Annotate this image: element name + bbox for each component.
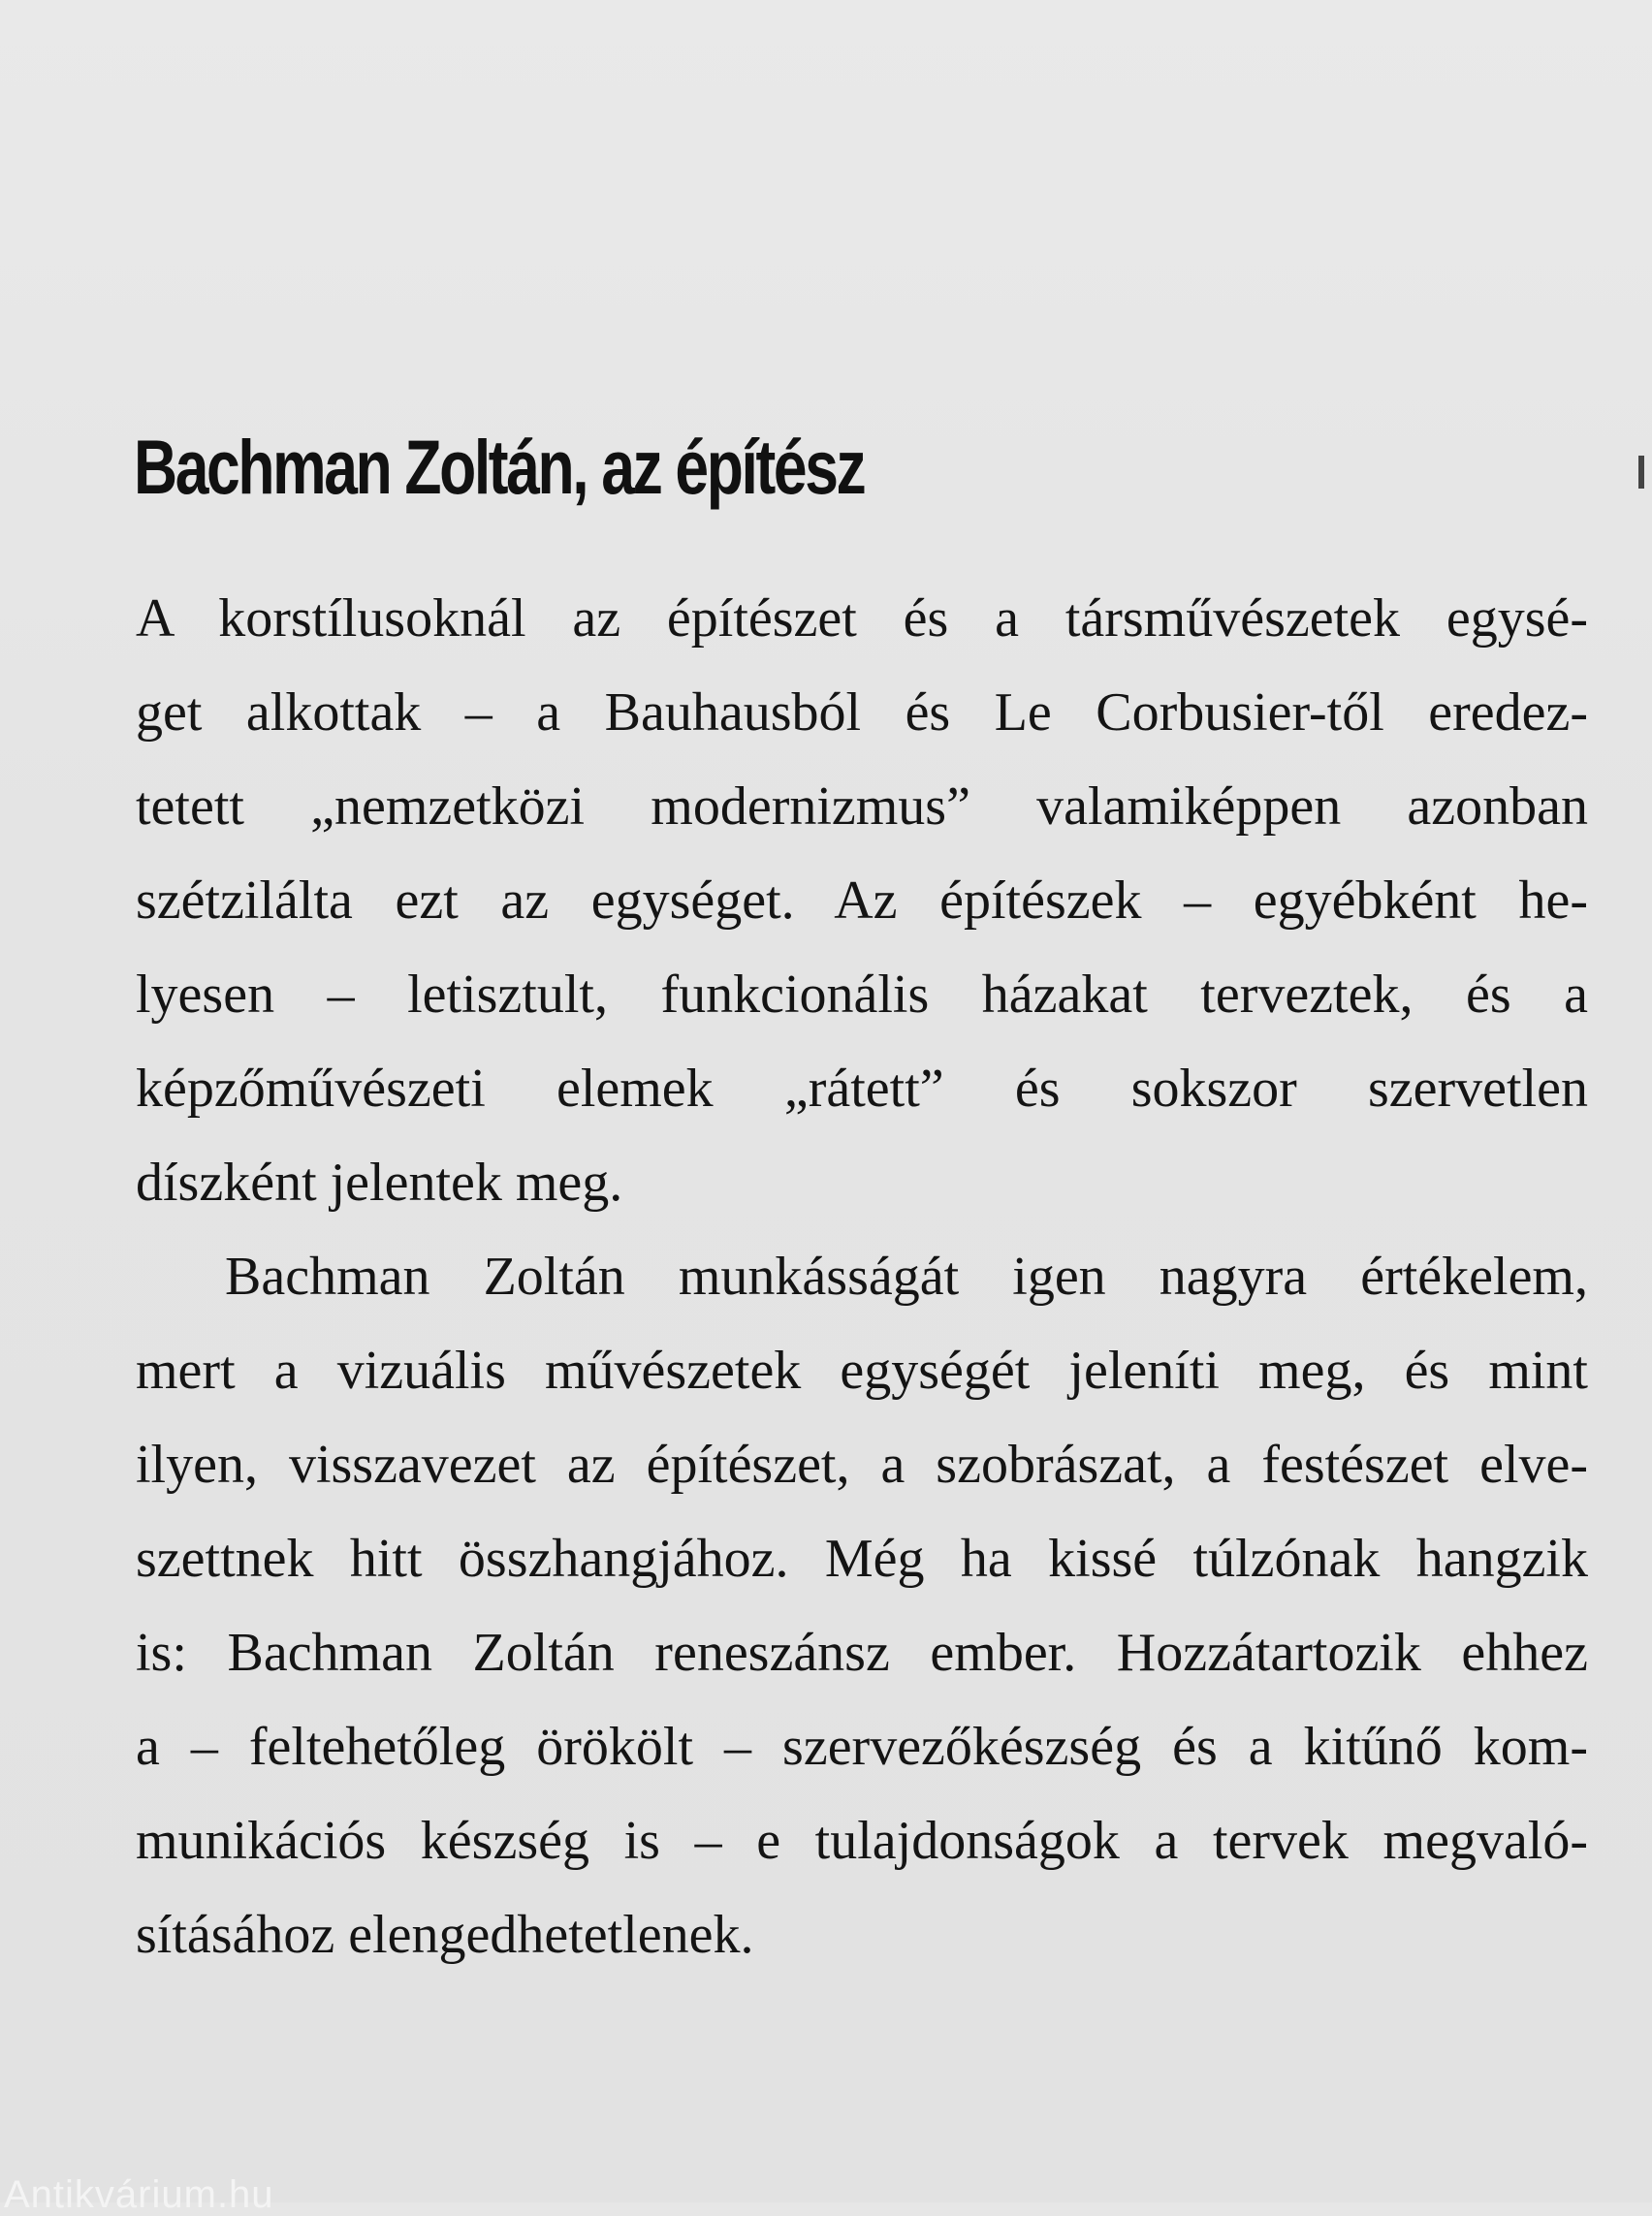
text-line: tetett „nemzetközi modernizmus” valamiképpen azonban (136, 776, 1588, 837)
text-line: lyesen – letisztult, funkcionális házakat terveztek, és a (136, 965, 1588, 1025)
text-line: a – feltehetőleg örökölt – szervezőkészség és a kitűnő kom- (136, 1717, 1588, 1777)
paragraph-2 (136, 1230, 1588, 1982)
watermark: Antikvárium.hu (4, 2173, 274, 2216)
text-line: A korstílusoknál az építészet és a társművészetek egysé- (136, 588, 1588, 649)
text-line: get alkottak – a Bauhausból és Le Corbusier-től eredez- (136, 682, 1588, 743)
text-line: sításához elengedhetetlenek. (136, 1905, 754, 1965)
text-line: szettnek hitt összhangjához. Még ha kissé túlzónak hangzik (136, 1529, 1588, 1589)
text-line: díszként jelentek meg. (136, 1153, 623, 1213)
text-line: szétzilálta ezt az egységet. Az építészek – egyébként he- (136, 871, 1588, 931)
text-line: munikációs készség is – e tulajdonságok a tervek megvaló- (136, 1811, 1588, 1871)
text-line: ilyen, visszavezet az építészet, a szobrászat, a festészet elve- (136, 1435, 1588, 1495)
page-heading: Bachman Zoltán, az építész (134, 424, 865, 510)
text-line: is: Bachman Zoltán reneszánsz ember. Hozzátartozik ehhez (136, 1623, 1588, 1683)
paragraph-1 (136, 572, 1588, 1230)
body-text (136, 572, 1588, 1982)
text-line: Bachman Zoltán munkásságát igen nagyra értékelem, (225, 1247, 1588, 1307)
text-line: mert a vizuális művészetek egységét jeleníti meg, és mint (136, 1341, 1588, 1401)
text-line: képzőművészeti elemek „rátett” és sokszor szervetlen (136, 1059, 1588, 1119)
page-edge-mark (1638, 456, 1644, 489)
